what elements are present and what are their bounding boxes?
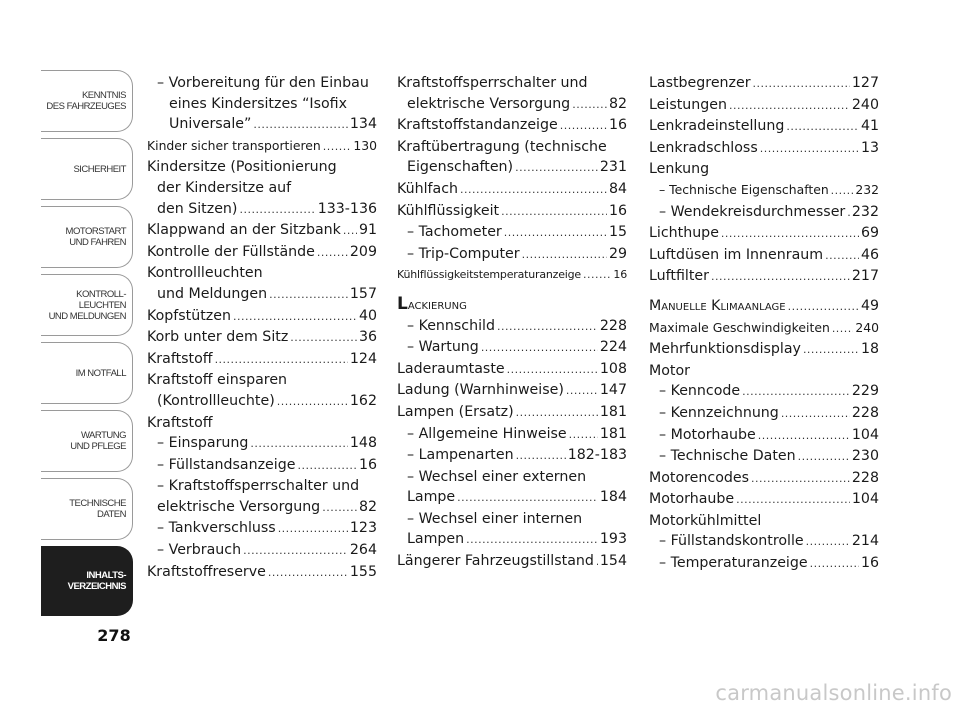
index-entry bbox=[649, 95, 879, 117]
entry-label: Kontrolle der Füllstände bbox=[147, 243, 315, 260]
index-entry bbox=[649, 266, 879, 288]
entry-page: 133-136 bbox=[317, 200, 377, 217]
index-entry: Lenkung bbox=[649, 161, 710, 178]
index-entry bbox=[397, 316, 627, 338]
dot-leader bbox=[243, 541, 348, 562]
index-entry bbox=[649, 446, 879, 468]
dot-leader bbox=[233, 307, 357, 328]
index-entry bbox=[649, 381, 879, 403]
entry-label: Eigenschaften) bbox=[407, 159, 514, 176]
dot-leader bbox=[516, 403, 598, 424]
entry-label: – Füllstandsanzeige bbox=[157, 456, 296, 473]
index-entry bbox=[147, 433, 377, 455]
index-entry bbox=[147, 284, 377, 306]
entry-page: 36 bbox=[358, 329, 377, 346]
index-entry bbox=[649, 403, 879, 425]
entry-page: 240 bbox=[855, 319, 879, 335]
index-column-3 bbox=[649, 73, 879, 575]
entry-label: – Kennzeichnung bbox=[659, 404, 779, 421]
index-entry: Kindersitze (Positionierung bbox=[147, 159, 337, 176]
dot-leader bbox=[322, 498, 357, 519]
index-entry bbox=[147, 540, 377, 562]
entry-page: 123 bbox=[349, 520, 377, 537]
index-entry bbox=[649, 202, 879, 224]
entry-page: 84 bbox=[608, 180, 627, 197]
entry-label: – Tachometer bbox=[407, 224, 502, 241]
dot-leader bbox=[596, 552, 598, 573]
dot-leader bbox=[721, 224, 859, 245]
entry-label: Klappwand an der Sitzbank bbox=[147, 222, 341, 239]
entry-page: 228 bbox=[851, 404, 879, 421]
section-tab[interactable]: KENNTNIS DES FAHRZEUGES bbox=[41, 70, 133, 132]
entry-label: – Technische Daten bbox=[659, 448, 796, 465]
index-entry bbox=[147, 199, 377, 221]
entry-page: 104 bbox=[851, 491, 879, 508]
entry-label: – Wartung bbox=[407, 339, 479, 356]
entry-label: Lampen (Ersatz) bbox=[397, 403, 514, 420]
section-gap bbox=[397, 286, 627, 294]
entry-label: Lampe bbox=[407, 489, 456, 506]
watermark: carmanualsonline.info bbox=[715, 681, 952, 705]
dot-leader bbox=[277, 392, 348, 413]
section-tab[interactable]: MOTORSTART UND FAHREN bbox=[41, 206, 133, 268]
index-entry: – Wechsel einer externen bbox=[407, 468, 587, 485]
entry-page: 16 bbox=[358, 456, 377, 473]
index-entry bbox=[147, 497, 377, 519]
dot-leader bbox=[569, 425, 598, 446]
entry-label: – Tankverschluss bbox=[157, 520, 276, 537]
dot-leader bbox=[560, 116, 607, 137]
entry-page: 46 bbox=[860, 246, 879, 263]
index-entry bbox=[147, 391, 377, 413]
entry-label: – Einsparung bbox=[157, 435, 249, 452]
dot-leader bbox=[253, 115, 348, 136]
section-tab[interactable]: TECHNISCHE DATEN bbox=[41, 478, 133, 540]
entry-label: Mehrfunktionsdisplay bbox=[649, 341, 801, 358]
entry-page: 49 bbox=[860, 297, 879, 314]
entry-label: Lastbegrenzer bbox=[649, 75, 751, 91]
index-column-2 bbox=[397, 73, 627, 573]
entry-label: Maximale Geschwindigkeiten bbox=[649, 319, 830, 335]
entry-label: Kraftstoff bbox=[147, 350, 213, 367]
entry-label: Korb unter dem Sitz bbox=[147, 329, 289, 346]
index-entry bbox=[649, 73, 879, 95]
dot-leader bbox=[457, 488, 598, 509]
entry-page: 228 bbox=[599, 317, 627, 334]
index-entry bbox=[397, 359, 627, 381]
dot-leader bbox=[297, 456, 356, 477]
index-entry bbox=[147, 349, 377, 371]
index-entry: Kraftübertragung (technische bbox=[397, 138, 607, 155]
index-entry bbox=[397, 424, 627, 446]
dot-leader bbox=[250, 434, 347, 455]
index-entry bbox=[147, 242, 377, 264]
entry-page: 29 bbox=[608, 245, 627, 262]
index-entry bbox=[649, 489, 879, 511]
index-entry bbox=[397, 201, 627, 223]
index-entry: Kraftstoffsperrschalter und bbox=[397, 75, 588, 91]
entry-page: 16 bbox=[608, 117, 627, 134]
entry-label: Kühlflüssigkeitstemperaturanzeige bbox=[397, 268, 581, 282]
index-entry bbox=[397, 529, 627, 551]
index-entry: – Kraftstoffsperrschalter und bbox=[157, 478, 360, 495]
dot-leader bbox=[711, 267, 850, 288]
dot-leader bbox=[516, 446, 566, 467]
dot-leader bbox=[323, 137, 352, 158]
entry-page: 69 bbox=[860, 225, 879, 242]
entry-label: – Allgemeine Hinweise bbox=[407, 425, 567, 442]
entry-label: Ladung (Warnhinweise) bbox=[397, 382, 564, 399]
dot-leader bbox=[832, 319, 854, 340]
entry-page: 181 bbox=[599, 425, 627, 442]
index-entry bbox=[397, 551, 627, 573]
index-entry bbox=[649, 553, 879, 575]
index-entry bbox=[649, 425, 879, 447]
entry-page: 82 bbox=[608, 95, 627, 112]
index-entry: – Vorbereitung für den Einbau bbox=[157, 75, 369, 91]
entry-label: Lampen bbox=[407, 531, 465, 548]
entry-label: den Sitzen) bbox=[157, 200, 238, 217]
index-entry bbox=[649, 468, 879, 490]
dot-leader bbox=[501, 202, 607, 223]
index-entry bbox=[147, 455, 377, 477]
index-entry bbox=[147, 136, 377, 158]
entry-label: Laderaumtaste bbox=[397, 360, 505, 377]
dot-leader bbox=[760, 139, 859, 160]
dot-leader bbox=[781, 404, 850, 425]
index-entry bbox=[397, 115, 627, 137]
index-entry bbox=[397, 380, 627, 402]
index-entry: Kraftstoff einsparen bbox=[147, 372, 288, 389]
dot-leader bbox=[239, 200, 315, 221]
entry-page: 147 bbox=[599, 382, 627, 399]
entry-label: Kühlflüssigkeit bbox=[397, 202, 500, 219]
entry-page: 16 bbox=[608, 202, 627, 219]
entry-page: 157 bbox=[349, 285, 377, 302]
index-entry bbox=[397, 244, 627, 266]
entry-page: 224 bbox=[599, 339, 627, 356]
entry-label: – Verbrauch bbox=[157, 542, 242, 559]
index-entry bbox=[147, 327, 377, 349]
entry-label: Motorencodes bbox=[649, 469, 750, 486]
entry-page: 148 bbox=[349, 435, 377, 452]
index-entry bbox=[397, 445, 627, 467]
entry-label: und Meldungen bbox=[157, 285, 268, 302]
entry-label: Motorhaube bbox=[649, 491, 735, 508]
entry-page: 209 bbox=[349, 243, 377, 260]
entry-label: – Temperaturanzeige bbox=[659, 555, 808, 572]
index-entry bbox=[649, 296, 879, 318]
entry-page: 217 bbox=[851, 268, 879, 285]
dot-leader bbox=[268, 563, 348, 584]
dot-leader bbox=[566, 381, 598, 402]
entry-page: 13 bbox=[860, 139, 879, 156]
dot-leader bbox=[290, 328, 357, 349]
entry-label: – Füllstandskontrolle bbox=[659, 533, 804, 550]
dot-leader bbox=[572, 95, 607, 116]
entry-page: 155 bbox=[349, 563, 377, 580]
dot-leader bbox=[481, 338, 598, 359]
entry-label: – Lampenarten bbox=[407, 447, 514, 464]
dot-leader bbox=[515, 158, 598, 179]
index-entry bbox=[397, 265, 627, 286]
index-entry bbox=[649, 223, 879, 245]
index-entry: Motor bbox=[649, 362, 690, 379]
index-entry bbox=[649, 318, 879, 340]
dot-leader bbox=[751, 469, 850, 490]
dot-leader bbox=[729, 96, 850, 117]
dot-leader bbox=[343, 221, 357, 242]
index-entry bbox=[397, 179, 627, 201]
entry-page: 134 bbox=[349, 116, 377, 133]
dot-leader bbox=[317, 243, 348, 264]
entry-page: 40 bbox=[358, 307, 377, 324]
entry-page: 228 bbox=[851, 469, 879, 486]
entry-page: 16 bbox=[613, 268, 627, 282]
section-tab[interactable]: SICHERHEIT bbox=[41, 138, 133, 200]
index-entry bbox=[147, 220, 377, 242]
dot-leader bbox=[831, 181, 854, 202]
index-entry: eines Kindersitzes “Isofix bbox=[169, 95, 348, 112]
dot-leader bbox=[788, 297, 859, 318]
dot-leader bbox=[736, 490, 850, 511]
entry-page: 231 bbox=[599, 159, 627, 176]
dot-leader bbox=[810, 554, 859, 575]
dot-leader bbox=[758, 426, 850, 447]
dot-leader bbox=[786, 117, 859, 138]
dot-leader bbox=[803, 340, 859, 361]
index-entry: Lackierung bbox=[397, 293, 467, 314]
entry-label: Kraftstoffstandanzeige bbox=[397, 117, 558, 134]
dot-leader bbox=[847, 203, 850, 224]
entry-label: – Trip-Computer bbox=[407, 245, 520, 262]
entry-label: Luftdüsen im Innenraum bbox=[649, 246, 824, 263]
entry-page: 184 bbox=[599, 489, 627, 506]
index-entry bbox=[397, 487, 627, 509]
section-tab[interactable]: KONTROLL- LEUCHTEN UND MELDUNGEN bbox=[41, 274, 133, 336]
entry-label: Lichthupe bbox=[649, 225, 719, 242]
index-entry bbox=[397, 337, 627, 359]
entry-page: 240 bbox=[851, 96, 879, 113]
entry-label: Kinder sicher transportieren bbox=[147, 137, 321, 153]
index-entry: Kraftstoff bbox=[147, 414, 213, 431]
dot-leader bbox=[806, 532, 850, 553]
index-entry bbox=[649, 180, 879, 202]
entry-label: elektrische Versorgung bbox=[407, 95, 571, 112]
entry-label: Kopfstützen bbox=[147, 307, 231, 324]
entry-page: 232 bbox=[851, 203, 879, 220]
dot-leader bbox=[522, 245, 607, 266]
entry-label: – Kennschild bbox=[407, 317, 495, 334]
entry-label: Manuelle Klimaanlage bbox=[649, 297, 786, 314]
index-entry: Motorkühlmittel bbox=[649, 512, 762, 529]
entry-label: – Technische Eigenschaften bbox=[659, 181, 829, 197]
entry-page: 15 bbox=[608, 224, 627, 241]
entry-page: 130 bbox=[353, 137, 377, 153]
index-column-1 bbox=[147, 73, 377, 583]
entry-page: 181 bbox=[599, 403, 627, 420]
dot-leader bbox=[466, 530, 598, 551]
entry-page: 162 bbox=[349, 392, 377, 409]
index-entry bbox=[649, 116, 879, 138]
index-entry bbox=[147, 518, 377, 540]
index-entry bbox=[397, 157, 627, 179]
dot-leader bbox=[742, 382, 850, 403]
entry-page: 229 bbox=[851, 383, 879, 400]
entry-page: 182-183 bbox=[567, 447, 627, 464]
dot-leader bbox=[504, 223, 607, 244]
entry-page: 193 bbox=[599, 531, 627, 548]
entry-page: 154 bbox=[599, 553, 627, 570]
entry-page: 108 bbox=[599, 360, 627, 377]
index-entry: der Kindersitze auf bbox=[157, 179, 292, 196]
entry-page: 104 bbox=[851, 426, 879, 443]
entry-label: Kraftstoffreserve bbox=[147, 563, 266, 580]
page-number: 278 bbox=[97, 626, 131, 645]
entry-page: 214 bbox=[851, 533, 879, 550]
dot-leader bbox=[583, 265, 611, 286]
entry-page: 18 bbox=[860, 341, 879, 358]
entry-page: 16 bbox=[860, 555, 879, 572]
entry-label: elektrische Versorgung bbox=[157, 498, 321, 515]
entry-page: 264 bbox=[349, 542, 377, 559]
index-entry bbox=[397, 402, 627, 424]
entry-label: Leistungen bbox=[649, 96, 727, 113]
entry-page: 127 bbox=[851, 75, 879, 91]
dot-leader bbox=[497, 317, 598, 338]
entry-page: 91 bbox=[358, 222, 377, 239]
index-entry bbox=[649, 245, 879, 267]
dot-leader bbox=[278, 519, 348, 540]
dot-leader bbox=[507, 360, 598, 381]
entry-label: Lenkradeinstellung bbox=[649, 118, 785, 135]
index-entry bbox=[397, 222, 627, 244]
dot-leader bbox=[215, 350, 348, 371]
index-entry bbox=[397, 94, 627, 116]
entry-label: Universale” bbox=[169, 116, 252, 133]
index-entry bbox=[649, 339, 879, 361]
section-tab[interactable]: WARTUNG UND PFLEGE bbox=[41, 410, 133, 472]
dot-leader bbox=[753, 74, 850, 95]
entry-page: 232 bbox=[855, 181, 879, 197]
entry-label: – Motorhaube bbox=[659, 426, 756, 443]
index-entry bbox=[649, 531, 879, 553]
section-tab[interactable]: INHALTS- VERZEICHNIS bbox=[41, 546, 133, 616]
entry-page: 124 bbox=[349, 350, 377, 367]
entry-label: – Wendekreisdurchmesser bbox=[659, 203, 846, 220]
entry-label: Luftfilter bbox=[649, 268, 709, 285]
index-entry bbox=[147, 562, 377, 584]
entry-label: (Kontrollleuchte) bbox=[157, 392, 275, 409]
dot-leader bbox=[460, 180, 607, 201]
index-entry: – Wechsel einer internen bbox=[407, 510, 583, 527]
dot-leader bbox=[798, 447, 850, 468]
index-entry bbox=[649, 138, 879, 160]
dot-leader bbox=[825, 246, 859, 267]
entry-label: Längerer Fahrzeugstillstand bbox=[397, 553, 594, 570]
entry-label: – Kenncode bbox=[659, 383, 741, 400]
entry-page: 82 bbox=[358, 498, 377, 515]
section-tab[interactable]: IM NOTFALL bbox=[41, 342, 133, 404]
dot-leader bbox=[269, 285, 348, 306]
entry-label: Lenkradschloss bbox=[649, 139, 758, 156]
section-gap bbox=[649, 288, 879, 296]
index-entry: Kontrollleuchten bbox=[147, 265, 263, 282]
entry-label: Kühlfach bbox=[397, 180, 459, 197]
entry-page: 230 bbox=[851, 448, 879, 465]
index-entry bbox=[147, 306, 377, 328]
entry-page: 41 bbox=[860, 118, 879, 135]
index-entry bbox=[147, 114, 377, 136]
